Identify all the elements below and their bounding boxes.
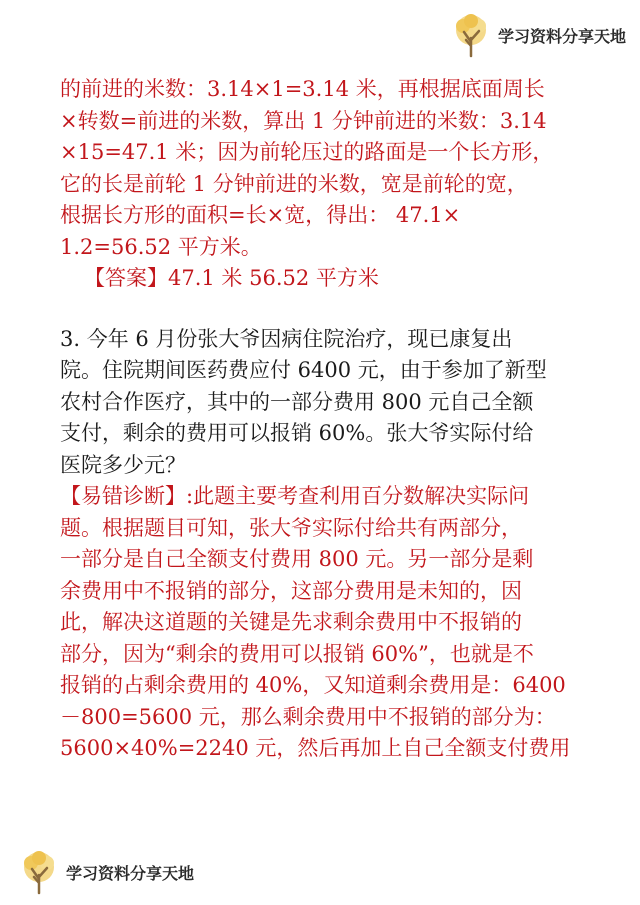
text-line: 院。住院期间医药费应付 6400 元，由于参加了新型 [60,358,547,382]
text-line: 3. 今年 6 月份张大爷因病住院治疗，现已康复出 [60,326,513,351]
text-line: 支付，剩余的费用可以报销 60%。张大爷实际付给 [60,421,534,445]
text-line: 报销的占剩余费用的 40%，又知道剩余费用是：6400 [60,673,566,697]
text-line: 此，解决这道题的关键是先求剩余费用中不报销的 [60,610,522,634]
solution-continuation [60,74,580,295]
text-line: －800=5600 元，那么剩余费用中不报销的部分为： [60,704,556,729]
answer-line: 【答案】47.1 米 56.52 平方米 [84,266,379,290]
text-line: 它的长是前轮 1 分钟前进的米数，宽是前轮的宽， [60,171,528,196]
brand-header [448,12,626,58]
text-line: 的前进的米数：3.14×1=3.14 米，再根据底面周长 [60,77,545,101]
text-line: 农村合作医疗，其中的一部分费用 800 元自己全额 [60,389,534,414]
text-line: 部分，因为“剩余的费用可以报销 60%”，也就是不 [60,641,534,666]
text-line: 【易错诊断】:此题主要考查利用百分数解决实际问 [60,484,530,508]
document-body [60,74,580,765]
text-line: 余费用中不报销的部分，这部分费用是未知的，因 [60,578,522,603]
brand-name: 学习资料分享天地 [66,863,195,883]
text-line: 5600×40%=2240 元，然后再加上自己全额支付费用 [60,736,571,760]
text-line: ×15=47.1 米；因为前轮压过的路面是一个长方形， [60,140,554,164]
brand-name: 学习资料分享天地 [497,26,626,46]
tree-logo-icon [16,849,62,895]
text-line: 医院多少元？ [60,452,186,477]
brand-footer [16,849,194,895]
text-line: 1.2=56.52 平方米。 [60,234,262,259]
text-line: ×转数=前进的米数，算出 1 分钟前进的米数：3.14 [60,108,547,133]
error-diagnosis [60,481,580,765]
text-line: 题。根据题目可知，张大爷实际付给共有两部分， [60,515,522,540]
question-3 [60,324,580,482]
tree-logo-icon [448,12,494,58]
text-line: 一部分是自己全额支付费用 800 元。另一部分是剩 [60,547,534,571]
spacer [60,295,580,324]
text-line: 根据长方形的面积=长×宽，得出： 47.1× [60,203,461,227]
